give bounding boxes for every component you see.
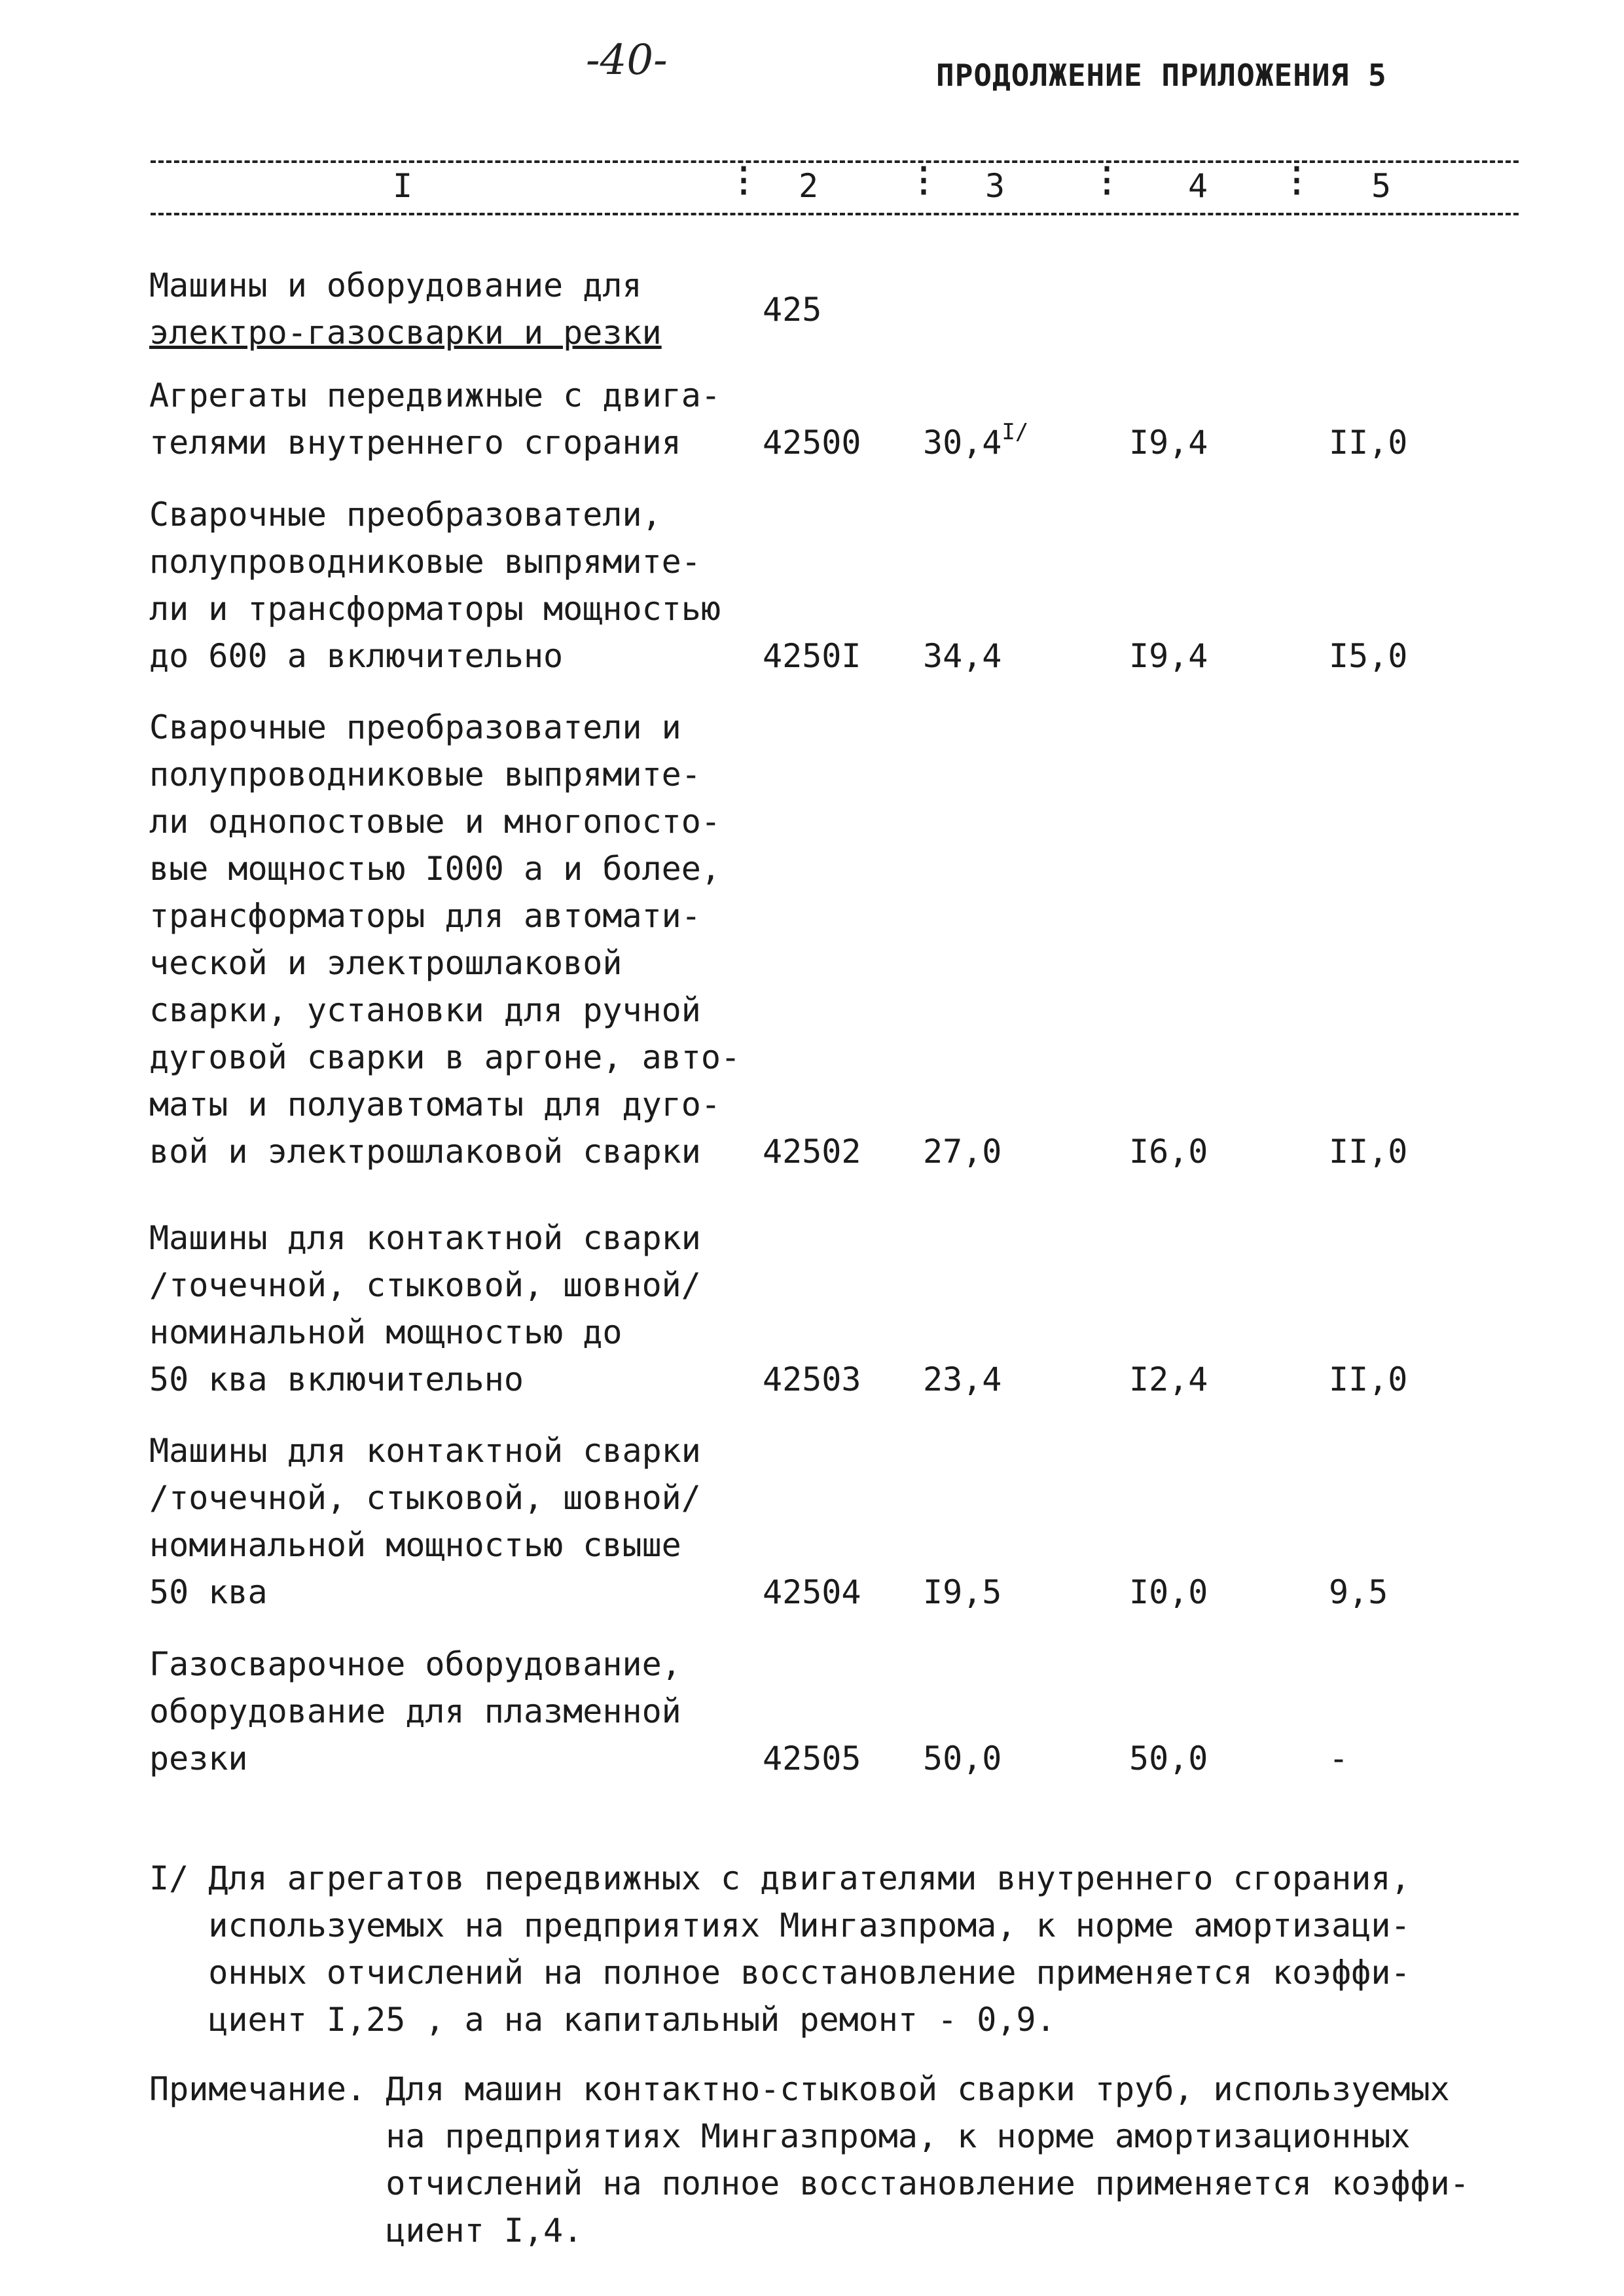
row-col3: 34,4 (923, 637, 1002, 675)
row-name: Сварочные преобразователи и полупроводниковые выпрямите- ли однопостовые и многопосто- вые мощностью I000 а и более, трансформаторы для автомати- ческой и электрошлаковой сварки, установки для ручной дуговой сварки в аргоне, авто- маты и полуавтоматы для дуго- вой и электрошлаковой сварки (149, 708, 741, 1171)
section-title (149, 262, 662, 356)
row-col3: $30,4^{I/}$ (923, 419, 1029, 462)
column-separator: ⋮ (1280, 160, 1314, 200)
row-col5: II,0 (1329, 1360, 1408, 1398)
row-col4: 50,0 (1129, 1740, 1208, 1777)
row-name: Газосварочное оборудование, оборудование для плазменной резки (149, 1645, 681, 1777)
footnote-mark: I/ (1001, 419, 1029, 445)
row-col4: I0,0 (1129, 1573, 1208, 1611)
row-name: Сварочные преобразователи, полупроводниковые выпрямите- ли и трансформаторы мощностью до 600 а включительно (149, 496, 721, 675)
row-col5: II,0 (1329, 424, 1408, 462)
row-code: 42504 (763, 1573, 861, 1611)
column-header-4: 4 (1188, 167, 1208, 205)
row-col4: I9,4 (1129, 424, 1208, 462)
continuation-heading: ПРОДОЛЖЕНИЕ ПРИЛОЖЕНИЯ 5 (936, 58, 1387, 93)
header-rule-bottom (151, 213, 1519, 215)
row-name: Машины для контактной сварки /точечной, стыковой, шовной/ номинальной мощностью до 50 ква включительно (149, 1219, 701, 1398)
row-col3: 23,4 (923, 1360, 1002, 1398)
note: Примечание. Для машин контактно-стыковой сварки труб, используемых на предприятиях Мингазпрома, к норме амортизационных отчислений на полное восстановление применяется коэффи- циент I,4. (149, 2070, 1470, 2250)
section-title-line1: Машины и оборудование для (149, 266, 642, 304)
row-code: 42502 (763, 1133, 861, 1171)
row-name: Машины для контактной сварки /точечной, стыковой, шовной/ номинальной мощностью свыше 50 ква (149, 1432, 701, 1611)
column-header-1: I (393, 167, 413, 205)
column-separator: ⋮ (907, 160, 941, 200)
row-col3: 27,0 (923, 1133, 1002, 1171)
row-col3: I9,5 (923, 1573, 1002, 1611)
section-code: 425 (763, 291, 822, 329)
column-separator: ⋮ (727, 160, 761, 200)
column-header-2: 2 (799, 167, 819, 205)
row-col5: 9,5 (1329, 1573, 1388, 1611)
row-col4: I6,0 (1129, 1133, 1208, 1171)
row-col4: I9,4 (1129, 637, 1208, 675)
row-col4: I2,4 (1129, 1360, 1208, 1398)
footnote: I/ Для агрегатов передвижных с двигателями внутреннего сгорания, используемых на предприятиях Мингазпрома, к норме амортизаци- онных отчислений на полное восстановление применяется коэффи- циент I,25 , а на капитальный ремонт - 0,9. (149, 1859, 1411, 2039)
row-col5: I5,0 (1329, 637, 1408, 675)
row-col5: II,0 (1329, 1133, 1408, 1171)
row-code: 42503 (763, 1360, 861, 1398)
row-code: 4250I (763, 637, 861, 675)
column-header-5: 5 (1371, 167, 1392, 205)
row-code: 42500 (763, 424, 861, 462)
column-header-3: 3 (985, 167, 1005, 205)
row-name: Агрегаты передвижные с двига- телями внутреннего сгорания (149, 376, 721, 462)
row-col5: - (1329, 1740, 1349, 1777)
page-number: -40- (586, 36, 668, 84)
row-code: 42505 (763, 1740, 861, 1777)
row-col3: 50,0 (923, 1740, 1002, 1777)
column-separator: ⋮ (1090, 160, 1124, 200)
section-title-line2: электро-газосварки и резки (149, 314, 662, 352)
